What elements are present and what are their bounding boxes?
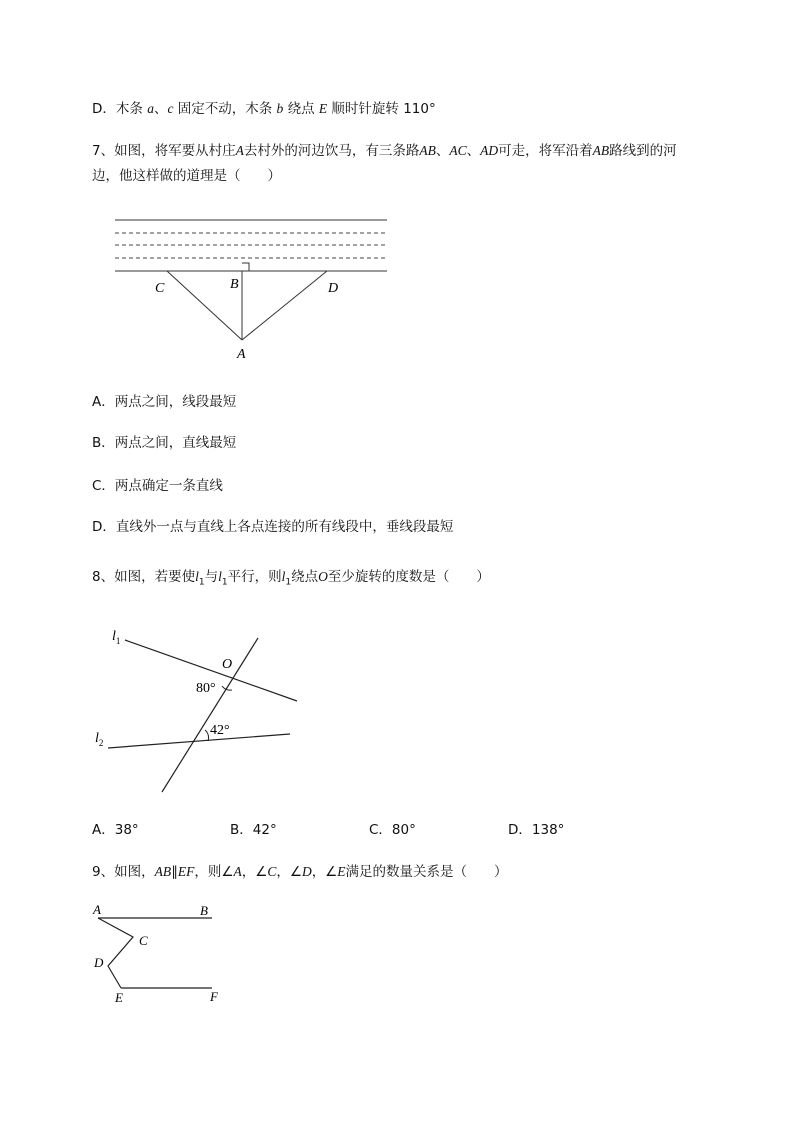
label-f: F: [210, 989, 218, 1004]
q6-option-d: D．木条 a、c 固定不动，木条 b 绕点 E 顺时针旋转 110°: [92, 101, 436, 117]
label-c: C: [155, 281, 165, 296]
transversal-line: [162, 638, 258, 792]
q9-stem: 9、如图，AB∥EF，则∠A，∠C，∠D，∠E满足的数量关系是（ ）: [92, 864, 508, 880]
q8-stem: 8、如图，若要使$l_1$与$l_1$平行，则$l_1$绕点O至少旋转的度数是（ ）: [92, 569, 490, 588]
label-e: E: [115, 990, 123, 1005]
q7-option-b: B．两点之间，直线最短: [92, 435, 237, 451]
label-c: C: [139, 933, 148, 948]
q7-option-d: D．直线外一点与直线上各点连接的所有线段中，垂线段最短: [92, 519, 454, 535]
q7-stem-line1: 7、如图，将军要从村庄A去村外的河边饮马，有三条路AB、AC、AD可走，将军沿着AB路线到的河: [92, 143, 677, 159]
label-l1: $l_1$: [112, 629, 121, 646]
angle-42-arc: [205, 730, 209, 741]
label-a: A: [237, 347, 246, 362]
label-b: B: [200, 903, 208, 918]
q7-option-a: A．两点之间，线段最短: [92, 394, 237, 410]
q7-option-c: C．两点确定一条直线: [92, 478, 223, 494]
path-a-c-d-e: [98, 918, 133, 988]
label-angle-80: 80°: [196, 681, 216, 696]
label-d: D: [328, 281, 339, 296]
right-angle-mark: [242, 263, 249, 271]
q7-river-figure: [110, 212, 395, 367]
segment-ad: [242, 271, 327, 340]
q8-lines-figure: [92, 620, 312, 800]
line-l2: [108, 734, 290, 748]
q8-option-a: A．38°: [92, 822, 139, 838]
q8-options: [92, 820, 564, 840]
q8-option-b: B．42°: [230, 822, 277, 838]
q7-stem-line2: 边，他这样做的道理是（ ）: [92, 168, 281, 184]
label-d: D: [94, 955, 104, 970]
label-l2: $l_2$: [95, 731, 104, 748]
q8-option-d: D．138°: [508, 822, 565, 838]
label-angle-42: 42°: [210, 723, 230, 738]
label-a: A: [93, 902, 101, 917]
q9-parallel-figure: [88, 900, 228, 1010]
label-o: O: [222, 657, 233, 672]
label-b: B: [230, 277, 239, 292]
q8-option-c: C．80°: [369, 822, 416, 838]
